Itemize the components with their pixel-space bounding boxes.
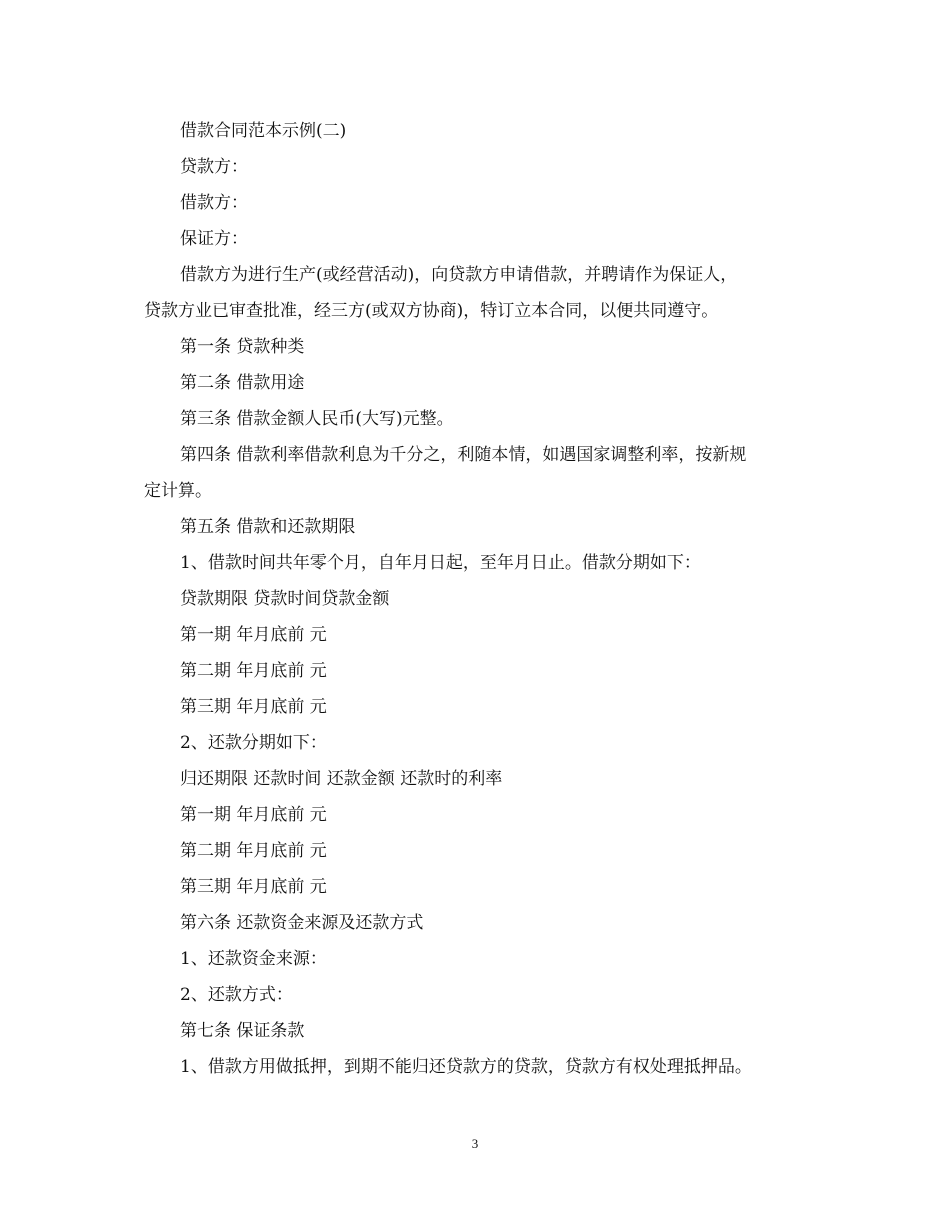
repayment-source-clause: 1、还款资金来源： (180, 949, 327, 969)
loan-schedule-row: 第一期 年月底前 元 (180, 625, 327, 645)
repayment-schedule-header: 归还期限 还款时间 还款金额 还款时的利率 (180, 769, 503, 789)
article-7-heading: 第七条 保证条款 (180, 1021, 305, 1041)
loan-term-clause: 1、借款时间共年零个月，自年月日起，至年月日止。借款分期如下： (180, 553, 701, 573)
article-6-heading: 第六条 还款资金来源及还款方式 (180, 913, 424, 933)
loan-schedule-row: 第三期 年月底前 元 (180, 697, 327, 717)
article-5-heading: 第五条 借款和还款期限 (180, 517, 356, 537)
borrower-field-label: 借款方： (180, 193, 248, 213)
document-title: 借款合同范本示例(二) (180, 121, 347, 141)
loan-schedule-row: 第二期 年月底前 元 (180, 661, 327, 681)
repayment-method-clause: 2、还款方式： (180, 985, 293, 1005)
article-1-heading: 第一条 贷款种类 (180, 337, 305, 357)
guarantor-field-label: 保证方： (180, 229, 248, 249)
article-2-heading: 第二条 借款用途 (180, 373, 305, 393)
repayment-schedule-row: 第二期 年月底前 元 (180, 841, 327, 861)
collateral-clause: 1、借款方用做抵押，到期不能归还贷款方的贷款，贷款方有权处理抵押品。 (180, 1057, 752, 1077)
article-3-heading: 第三条 借款金额人民币(大写)元整。 (180, 409, 454, 429)
repayment-schedule-row: 第三期 年月底前 元 (180, 877, 327, 897)
preamble-line-2: 贷款方业已审查批准，经三方(或双方协商)，特订立本合同，以便共同遵守。 (144, 301, 719, 321)
article-4-line-2: 定计算。 (144, 481, 212, 501)
loan-schedule-header: 贷款期限 贷款时间贷款金额 (180, 589, 390, 609)
article-4-line-1: 第四条 借款利率借款利息为千分之，利随本情，如遇国家调整利率，按新规 (180, 445, 747, 465)
document-body (144, 113, 814, 1085)
preamble-line-1: 借款方为进行生产(或经营活动)，向贷款方申请借款，并聘请作为保证人， (180, 265, 738, 285)
lender-field-label: 贷款方： (180, 157, 248, 177)
repayment-schedule-row: 第一期 年月底前 元 (180, 805, 327, 825)
page-number: 3 (471, 1136, 479, 1151)
repayment-clause: 2、还款分期如下： (180, 733, 327, 753)
